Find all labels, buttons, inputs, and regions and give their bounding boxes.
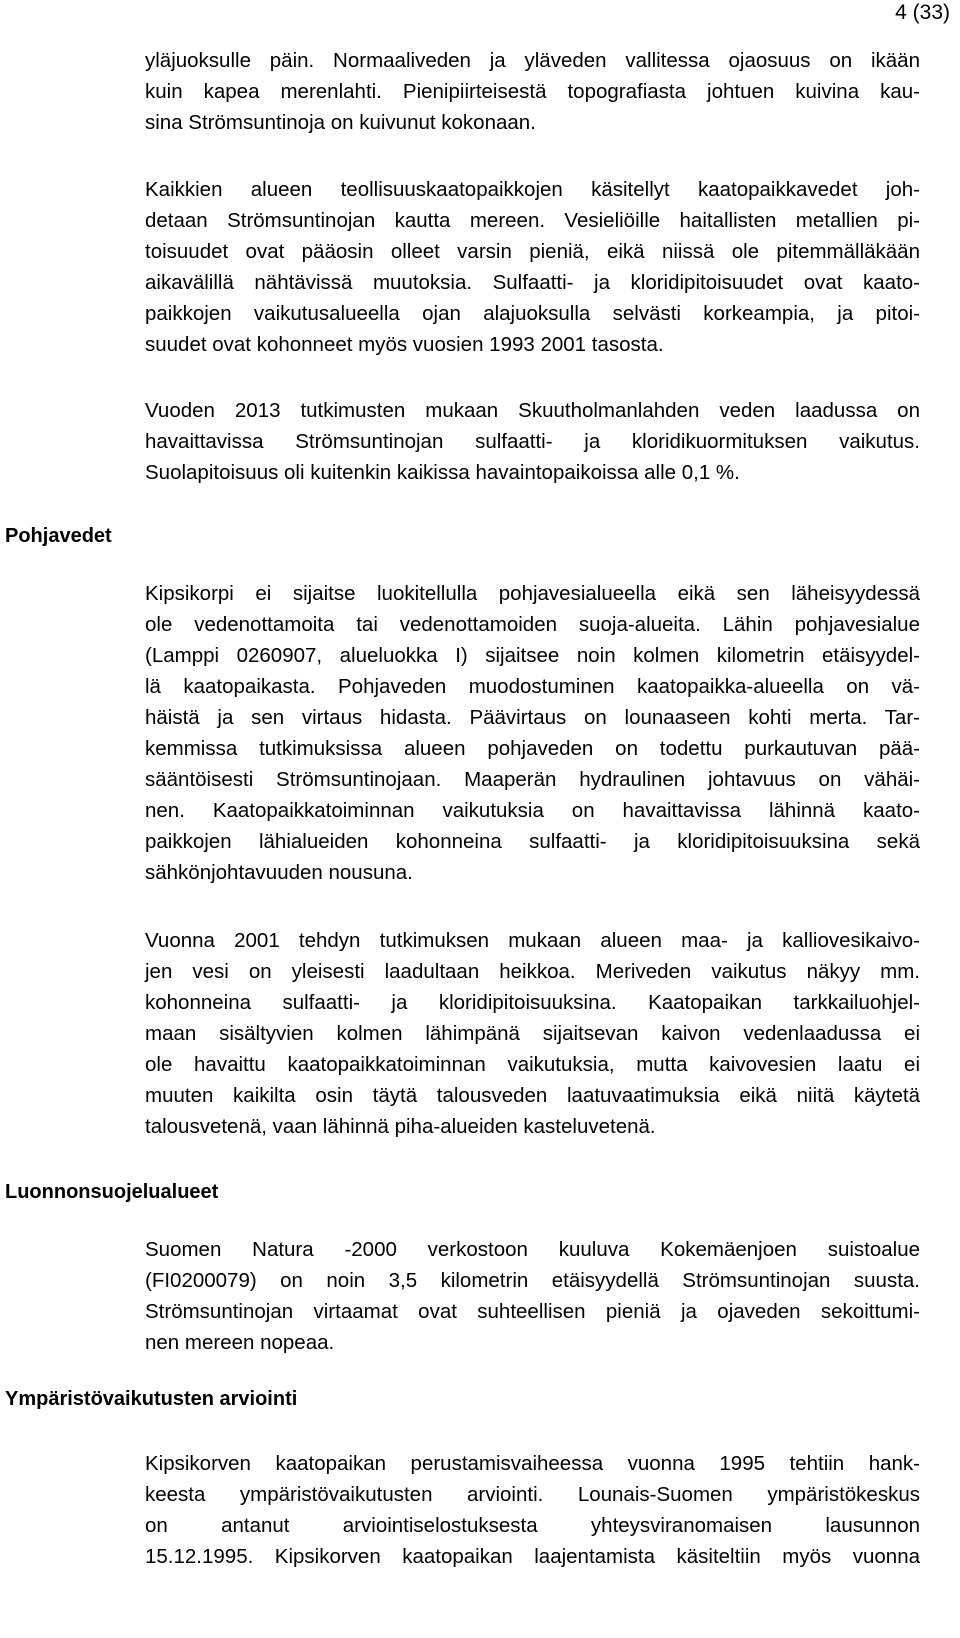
paragraph-strosuntinoja-description: [145, 45, 920, 138]
text-line: ole havaittu kaatopaikkatoiminnan vaikutuksia, mutta kaivovesien laatu ei: [145, 1053, 920, 1076]
text-line: kohonneina sulfaatti- ja kloridipitoisuuksina. Kaatopaikan tarkkailuohjel-: [145, 991, 920, 1014]
paragraph-2013-study: [145, 395, 920, 488]
text-line: aikavälillä nähtävissä muutoksia. Sulfaatti- ja kloridipitoisuudet ovat kaato-: [145, 271, 920, 294]
text-line: Kipsikorpi ei sijaitse luokitellulla pohjavesialueella eikä sen läheisyydessä: [145, 582, 920, 605]
section-heading-ymparistovaikutusten-arviointi: Ympäristövaikutusten arviointi: [5, 1388, 298, 1410]
text-line: 15.12.1995. Kipsikorven kaatopaikan laajentamista käsiteltiin myös vuonna: [145, 1545, 920, 1568]
text-line: ole vedenottamoita tai vedenottamoiden suoja-alueita. Lähin pohjavesialue: [145, 613, 920, 636]
text-line: nen. Kaatopaikkatoiminnan vaikutuksia on havaittavissa lähinnä kaato-: [145, 799, 920, 822]
text-line: yläjuoksulle päin. Normaaliveden ja yläveden vallitessa ojaosuus on ikään: [145, 49, 920, 72]
text-line: Suomen Natura -2000 verkostoon kuuluva Kokemäenjoen suistoalue: [145, 1238, 920, 1261]
text-line: Strömsuntinojan virtaamat ovat suhteellisen pieniä ja ojaveden sekoittumi-: [145, 1300, 920, 1323]
section-heading-luonnonsuojelualueet: Luonnonsuojelualueet: [5, 1181, 219, 1203]
text-line: kuin kapea merenlahti. Pienipiirteisestä topografiasta johtuen kuivina kau-: [145, 80, 920, 103]
text-line: paikkojen lähialueiden kohonneina sulfaatti- ja kloridipitoisuuksina sekä: [145, 830, 920, 853]
text-line: muuten kaikilta osin täytä talousveden laatuvaatimuksia eikä niitä käytetä: [145, 1084, 920, 1107]
text-line: Vuoden 2013 tutkimusten mukaan Skuutholmanlahden veden laadussa on: [145, 399, 920, 422]
text-line: maan sisältyvien kolmen lähimpänä sijaitsevan kaivon vedenlaadussa ei: [145, 1022, 920, 1045]
text-line: Vuonna 2001 tehdyn tutkimuksen mukaan alueen maa- ja kalliovesikaivo-: [145, 929, 920, 952]
text-line: häistä ja sen virtaus hidasta. Päävirtaus on lounaaseen kohti merta. Tar-: [145, 706, 920, 729]
page-number: 4 (33): [895, 1, 950, 24]
text-line: sähkönjohtavuuden nousuna.: [145, 861, 413, 884]
text-line: havaittavissa Strömsuntinojan sulfaatti- ja kloridikuormituksen vaikutus.: [145, 430, 920, 453]
text-line: sina Strömsuntinoja on kuivunut kokonaan.: [145, 111, 536, 134]
paragraph-landfill-water: [145, 174, 920, 360]
text-line: keesta ympäristövaikutusten arviointi. Lounais-Suomen ympäristökeskus: [145, 1483, 920, 1506]
text-line: on antanut arviointiselostuksesta yhteysviranomaisen lausunnon: [145, 1514, 920, 1537]
paragraph-2001-wells: [145, 925, 920, 1142]
text-line: toisuudet ovat pääosin olleet varsin pieniä, eikä niissä ole pitemmälläkään: [145, 240, 920, 263]
text-line: Kipsikorven kaatopaikan perustamisvaiheessa vuonna 1995 tehtiin hank-: [145, 1452, 920, 1475]
paragraph-groundwater: [145, 578, 920, 888]
text-line: sääntöisesti Strömsuntinojaan. Maaperän hydraulinen johtavuus on vähäi-: [145, 768, 920, 791]
text-line: paikkojen vaikutusalueella ojan alajuoksulla selvästi korkeampia, ja pitoi-: [145, 302, 920, 325]
paragraph-natura-2000: [145, 1234, 920, 1358]
text-line: (FI0200079) on noin 3,5 kilometrin etäisyydellä Strömsuntinojan suusta.: [145, 1269, 920, 1292]
text-line: nen mereen nopeaa.: [145, 1331, 335, 1354]
section-heading-pohjavedet: Pohjavedet: [5, 525, 112, 547]
text-line: talousvetenä, vaan lähinnä piha-alueiden kasteluvetenä.: [145, 1115, 656, 1138]
text-line: (Lamppi 0260907, alueluokka I) sijaitsee noin kolmen kilometrin etäisyydel-: [145, 644, 920, 667]
text-line: suudet ovat kohonneet myös vuosien 1993 2001 tasosta.: [145, 333, 664, 356]
text-line: lä kaatopaikasta. Pohjaveden muodostuminen kaatopaikka-alueella on vä-: [145, 675, 920, 698]
text-line: kemmissa tutkimuksissa alueen pohjaveden on todettu purkautuvan pää-: [145, 737, 920, 760]
paragraph-eia: [145, 1448, 920, 1572]
text-line: Kaikkien alueen teollisuuskaatopaikkojen käsitellyt kaatopaikkavedet joh-: [145, 178, 920, 201]
text-line: Suolapitoisuus oli kuitenkin kaikissa havaintopaikoissa alle 0,1 %.: [145, 461, 740, 484]
text-line: jen vesi on yleisesti laadultaan heikkoa. Meriveden vaikutus näkyy mm.: [145, 960, 920, 983]
text-line: detaan Strömsuntinojan kautta mereen. Vesieliöille haitallisten metallien pi-: [145, 209, 920, 232]
